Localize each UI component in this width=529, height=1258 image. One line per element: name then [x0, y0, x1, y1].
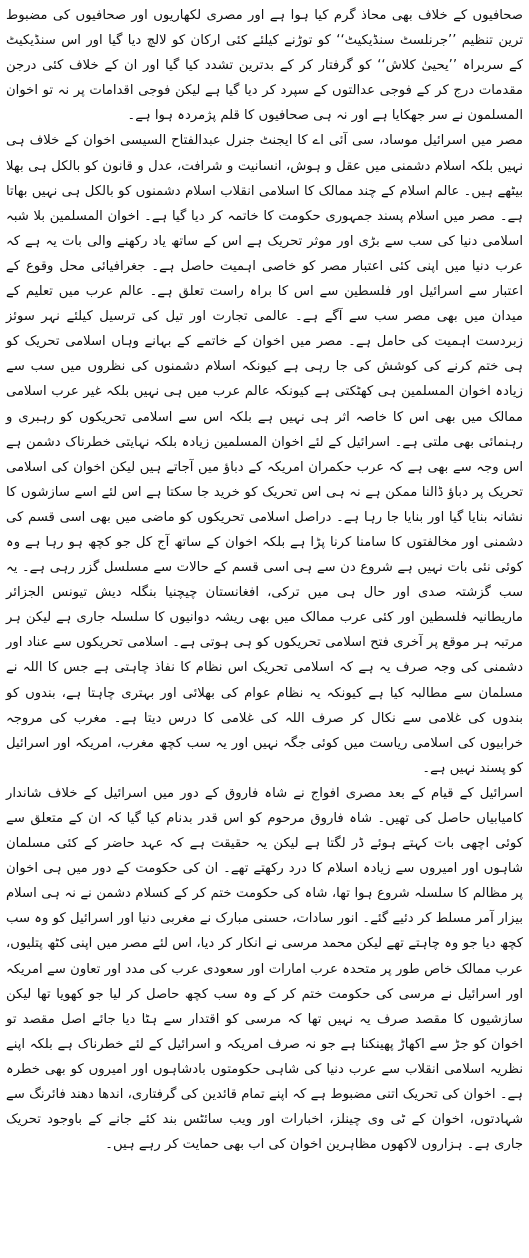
- article-paragraph: اسرائیل کے قیام کے بعد مصری افواج نے شاہ فاروق کے دور میں اسرائیل کے خلاف شاندار کامیابیاں حاصل کی تھیں۔ شاہ فاروق مرحوم کو اس قدر بدنام کیا گیا کہ ان کے متعلق سے کوئی اچھی بات کہتے ہوئے ڈر لگتا ہے لیکن یہ حقیقت ہے کہ عہد حاضر کے کئی مسلمان شاہوں اور امیروں سے زیادہ اسلام کا درد رکھتے تھے۔ ان کی حکومت کے دور میں ہی اخوان پر مظالم کا سلسلہ شروع ہوا تھا، شاہ کی حکومت ختم کر کے کسلام دشمن نے نہ ہی اسلام بیزار آمر مسلط کر دئیے گئے۔ انور سادات، حسنی مبارک نے مغربی دنیا اور اسرائیل کو وہ سب کچھ دیا جو وہ چاہتے تھے لیکن محمد مرسی نے انکار کر دیا، اس لئے مصر میں اپنی کٹھ پتلیوں، عرب ممالک خاص طور پر متحدہ عرب امارات اور سعودی عرب کی مدد اور تعاون سے امریکہ اور اسرائیل نے مرسی کی حکومت ختم کر کے وہ سب کچھ حاصل کر لیا جو کھویا تھا لیکن سازشیوں کا مقصد صرف یہ نہیں تھا کہ مرسی کو اقتدار سے ہٹا دیا جائے اصل مقصد تو اخوان کو جڑ سے اکھاڑ پھینکنا ہے جو نہ صرف امریکہ و اسرائیل کے لئے خطرناک ہے بلکہ اپنے نظریہ اسلامی انقلاب سے عرب دنیا کی شاہی حکومتوں بادشاہوں اور امیروں کو بھی خطرہ ہے۔ اخوان کی تحریک اتنی مضبوط ہے کہ اپنے تمام قائدین کی گرفتاری، اندھا دھند فائرنگ سے شہادتوں، اخوان کے ٹی وی چینلز، اخبارات اور ویب سائٹس بند کئے جانے کے باوجود تحریک جاری ہے۔ ہزاروں لاکھوں مظاہرین اخوان کی اب بھی حمایت کر رہے ہیں۔: [6, 785, 523, 1153]
- article-paragraph: صحافیوں کے خلاف بھی محاذ گرم کیا ہوا ہے اور مصری لکھاریوں اور صحافیوں کی مضبوط ترین تنظیم ’’جرنلسٹ سنڈیکیٹ‘‘ کو توڑنے کیلئے کئی ارکان کو لالچ دیا گیا اور اس سنڈیکیٹ کے سربراہ ’’یحییٰ کلاش‘‘ کو گرفتار کر کے بدترین تشدد کیا گیا اور ان کے خلاف کئی درجن مقدمات درج کر کے فوجی عدالتوں کے سپرد کر دیا گیا ہے لیکن فوجی اقدامات پر نہ تو اخوان المسلمون نے سر جھکایا ہے اور نہ ہی صحافیوں کا قلم پژمردہ ہوا ہے۔: [6, 8, 523, 124]
- article-paragraph: مصر میں اسرائیل موساد، سی آئی اے کا ایجنٹ جنرل عبدالفتاح السیسی اخوان کے خلاف ہی نہیں بلکہ اسلام دشمنی میں عقل و ہوش، انسانیت و شرافت، عدل و قانون کو بالکل ہی بھلا بیٹھے ہیں۔ عالم اسلام کے چند ممالک کا اسلامی انقلاب اسلام دشمنوں کو بالکل ہی نہیں بھاتا ہے۔ مصر میں اسلام پسند جمہوری حکومت کا خاتمہ کر دیا گیا ہے۔ اخوان المسلمین بلا شبہ اسلامی دنیا کی سب سے بڑی اور موثر تحریک ہے اس کے ساتھ یاد رکھنے والی بات یہ ہے کہ عرب دنیا میں اپنی کئی اعتبار مصر کو خاصی اہمیت حاصل ہے۔ جغرافیائی محل وقوع کے اعتبار سے اسرائیل اور فلسطین سے اس کا براہ راست تعلق ہے۔ عالم عرب میں تعلیم کے میدان میں بھی مصر سب سے آگے ہے۔ عالمی تجارت اور تیل کی ترسیل کیلئے نہر سوئز زبردست اہمیت کی حامل ہے۔ مصر میں اخوان کے خاتمے کے بہانے وہاں اسلامی تحریک کو ہی ختم کرنے کی کوشش کی جا رہی ہے کیونکہ اسلام دشمنوں کی نظروں میں سب سے زیادہ اخوان المسلمین ہی کھٹکتی ہے کیونکہ عالم عرب میں ہی نہیں بلکہ غیر عرب اسلامی ممالک میں بھی اس کا خاصہ اثر ہی نہیں ہے بلکہ اس سے اسلامی تحریکوں کو رہبری و رہنمائی بھی ملتی ہے۔ اسرائیل کے لئے اخوان المسلمین زیادہ بلکہ نہایتی خطرناک دشمن ہے اس وجہ سے بھی ہے کہ عرب حکمران امریکہ کے دباؤ میں آجاتے ہیں لیکن اخوان کی اسلامی تحریک پر دباؤ ڈالنا ممکن ہے نہ ہی اس تحریک کو خرید جا سکتا ہے اس لئے اسے سازشوں کا نشانہ بنایا گیا اور بنایا جا رہا ہے۔ دراصل اسلامی تحریکوں کو ماضی میں بھی اسی قسم کی دشمنی اور مخالفتوں کا سامنا کرنا پڑا ہے بلکہ اخوان کے ساتھ آج کل جو کچھ ہو رہا ہے وہ کوئی نئی بات نہیں ہے شروع دن سے ہی اسی قسم کے حالات سے مسلسل گزر رہی ہے۔ یہ سب گزشتہ صدی اور حال ہی میں ترکی، افغانستان چیچنیا بنگلہ دیش تیونس الجزائر ماریطانیہ فلسطین اور کئی عرب ممالک میں بھی ریشہ دوانیوں کا سلسلہ جاری ہے لیکن ہر مرتبہ ہر موقع پر آخری فتح اسلامی تحریکوں کو ہی ہوتی ہے۔ اسلامی تحریکوں سے عناد اور دشمنی کی وجہ صرف یہ ہے کہ اسلامی تحریک اس نظام کا نفاذ چاہتی ہے جس کا اللہ نے مسلمان سے مطالبہ کیا ہے کیونکہ یہ نظام عوام کی بھلائی اور بہتری چاہتا ہے، بندوں کو بندوں کی غلامی سے نکال کر صرف اللہ کی غلامی کا درس دیتا ہے۔ مغرب کی مروجہ خرابیوں کی اسلامی ریاست میں کوئی جگہ نہیں اور یہ سب کچھ مغرب، امریکہ اور اسرائیل کو پسند نہیں ہے۔: [6, 133, 523, 776]
